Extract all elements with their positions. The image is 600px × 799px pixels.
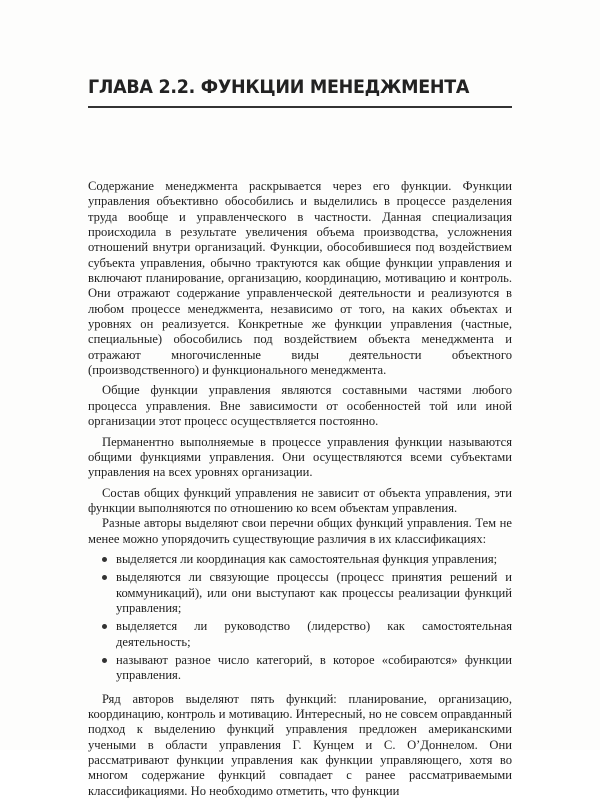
list-item: [88, 570, 512, 616]
list-item: [88, 552, 512, 567]
list-item-text: называют разное число категорий, в которое «собираются» функции управления.: [116, 652, 512, 683]
chapter-title: ГЛАВА 2.2. ФУНКЦИИ МЕНЕДЖМЕНТА: [88, 76, 470, 98]
paragraph-6: Ряд авторов выделяют пять функций: планирование, организацию, координацию, контроль и мотивацию. Интересный, но не совсем оправданный подход к выделению функций управления предложен американскими учеными в области управления Г. Кунцем и С. О’Доннелом. Они рассматривают функции управления как функции управляющего, хотя во многом содержание функций совпадает с ранее рассматриваемыми классификациями. Но необходимо отметить, что функции: [88, 691, 512, 798]
bullet-icon: [102, 575, 107, 580]
paragraph-3: Перманентно выполняемые в процессе управления функции называются общими функциями управления. Они осуществляются всеми субъектами управления на всех уровнях организации.: [88, 434, 512, 480]
paragraph-1: Содержание менеджмента раскрывается через его функции. Функции управления объективно обособились и выделились в процессе разделения труда вообще и управленческого в частности. Данная специализация происходила в результате увеличения объема производства, усложнения отношений внутри организаций. Функции, обособившиеся под воздействием субъекта управления, обычно трактуются как общие функции управления и включают планирование, организацию, координацию, мотивацию и контроль. Они отражают содержание управленческой деятельности и реализуются в любом процессе менеджмента, независимо от того, на каких объектах и уровнях он реализуется. Конкретные же функции управления (частные, специальные) обособились под воздействием объекта менеджмента и отражают многочисленные виды деятельности объектного (производственного) и функционального менеджмента.: [88, 179, 512, 378]
list-item-text: выделяется ли руководство (лидерство) как самостоятельная деятельность;: [116, 619, 512, 649]
list-item: [88, 653, 512, 684]
bullet-icon: [102, 557, 107, 562]
body-text: [88, 179, 512, 799]
paragraph-5: Разные авторы выделяют свои перечни общих функций управления. Тем не менее можно упорядочить существующие различия в их классификациях:: [88, 516, 512, 546]
paragraph-4: Состав общих функций управления не зависит от объекта управления, эти функции выполняются по отношению ко всем объектам управления.: [88, 485, 512, 515]
bullet-icon: [102, 658, 107, 663]
list-item-text: выделяется ли координация как самостоятельная функция управления;: [116, 551, 498, 566]
paragraph-2: Общие функции управления являются составными частями любого процесса управления. Вне зависимости от особенностей той или иной организации этот процесс осуществляется постоянно.: [88, 383, 512, 429]
title-underline: [88, 106, 512, 108]
list-item: [88, 619, 512, 650]
list-item-text: выделяются ли связующие процессы (процесс принятия решений и коммуникаций), или они выступают как процессы реализации функций управления;: [116, 570, 512, 615]
classification-list: [88, 552, 512, 684]
bullet-icon: [102, 624, 107, 629]
